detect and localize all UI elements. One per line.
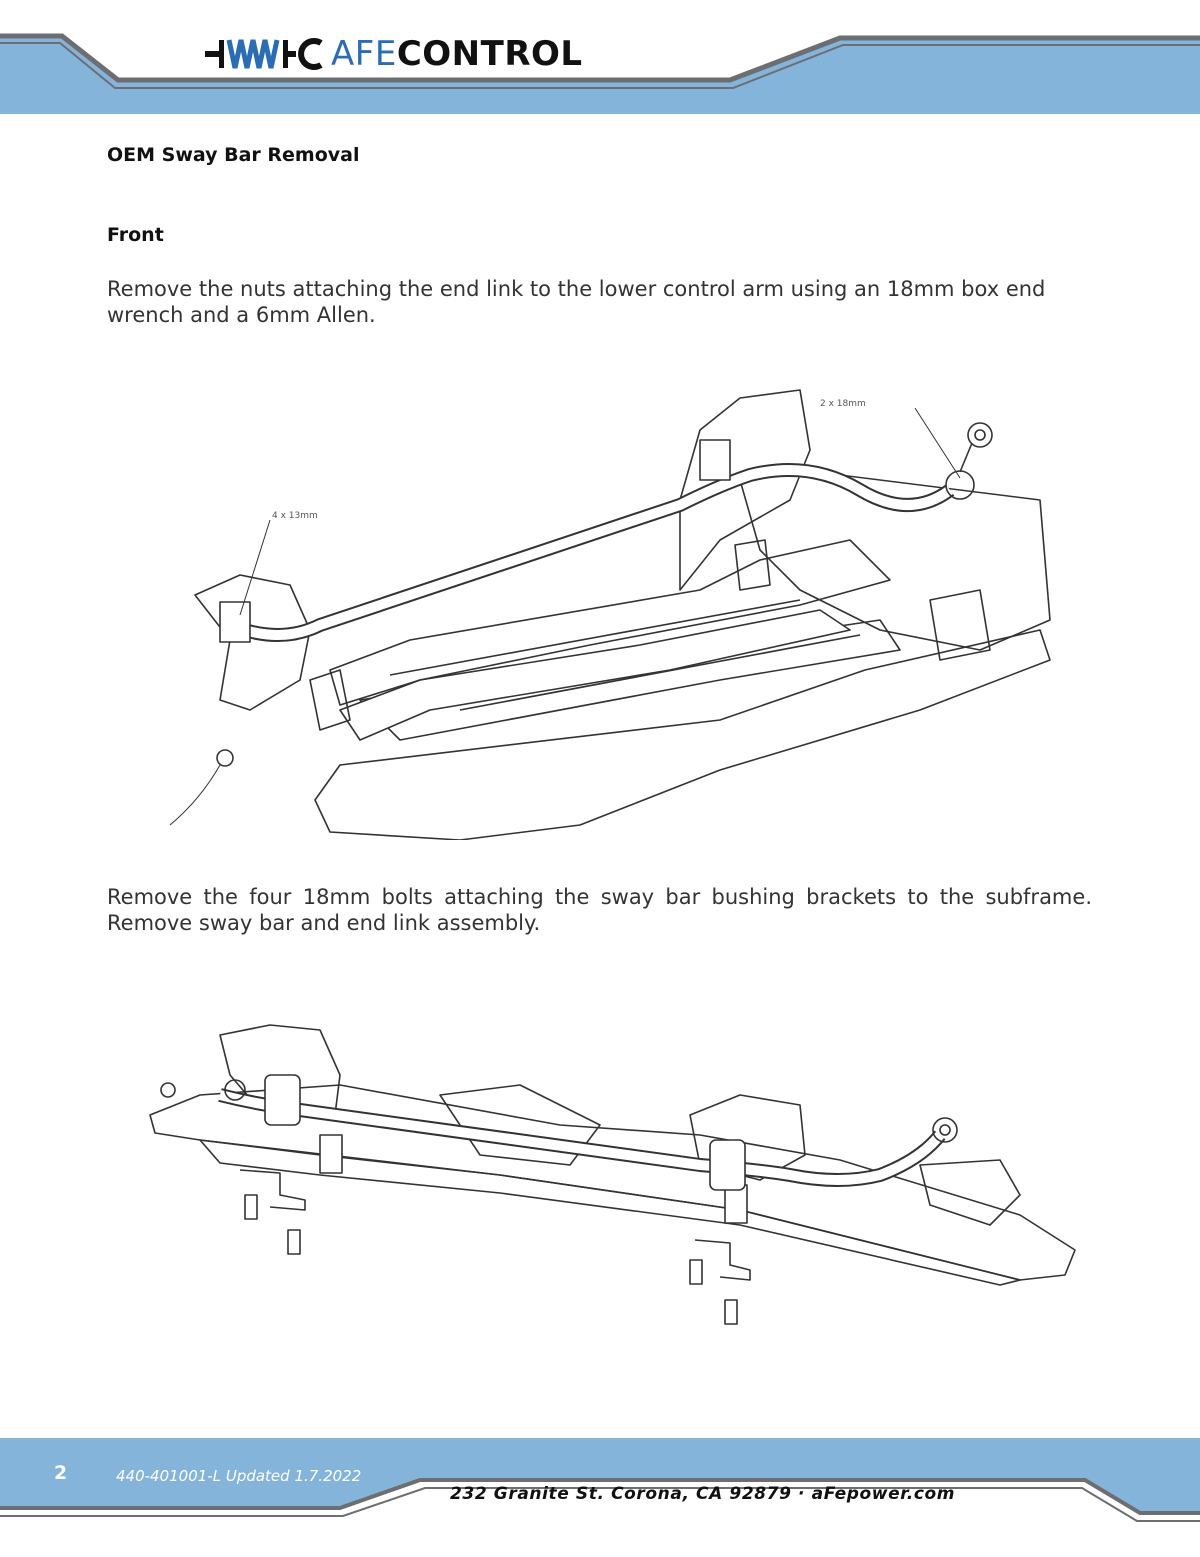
document-id: 440-401001-L Updated 1.7.2022 <box>116 1467 362 1485</box>
section-title: OEM Sway Bar Removal <box>107 144 360 166</box>
logo-control-text: CONTROL <box>396 34 583 74</box>
callout-4x13mm: 4 x 13mm <box>272 511 318 521</box>
page-number: 2 <box>54 1462 68 1484</box>
figure-2-sway-bar-removal-diagram <box>140 1015 1090 1335</box>
step-1-text: Remove the nuts attaching the end link to the lower control arm using an 18mm box end wrench and a 6mm Allen. <box>107 277 1046 327</box>
callout-2x18mm: 2 x 18mm <box>820 399 866 409</box>
afe-control-logo <box>205 30 583 78</box>
logo-wordmark <box>331 34 583 74</box>
header-band <box>0 0 1200 116</box>
step-2-text: Remove the four 18mm bolts attaching the sway bar bushing brackets to the subframe. Remove sway bar and end link assembly. <box>107 885 1092 935</box>
figure-1-sway-bar-endlink-diagram <box>160 380 1060 840</box>
page-header <box>0 0 1200 116</box>
company-address: 232 Granite St. Corona, CA 92879 · aFepower.com <box>450 1484 956 1504</box>
logo-afe-text: AFE <box>331 34 397 74</box>
logo-mark-icon <box>205 37 323 71</box>
section-subtitle: Front <box>107 224 164 246</box>
